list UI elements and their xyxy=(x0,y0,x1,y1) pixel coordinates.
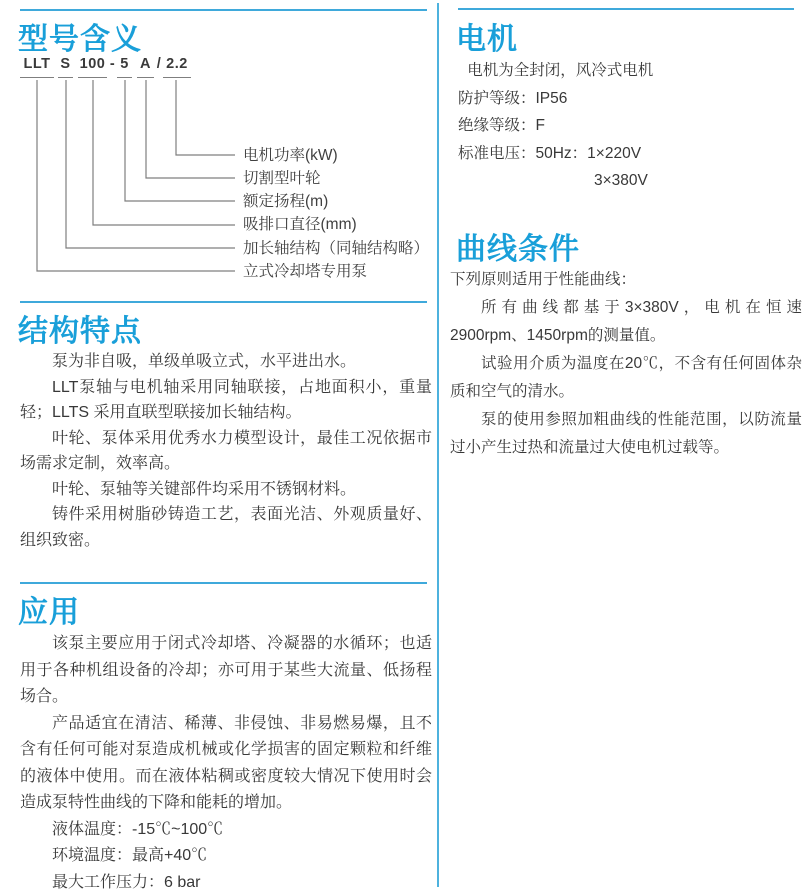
motor-intro-line: 电机为全封闭，风冷式电机 xyxy=(467,62,654,79)
model-code-segment-impeller: A xyxy=(137,54,154,78)
curve-paragraph: 泵的使用参照加粗曲线的性能范围，以防流量过小产生过热和流量过大使电机过载等。 xyxy=(450,411,802,456)
model-code-segment-head: 5 xyxy=(117,54,132,78)
structure-paragraph: 叶轮、泵轴等关键部件均采用不锈钢材料。 xyxy=(52,480,357,498)
curve-paragraph: 所有曲线都基于3×380V，电机在恒速2900rpm、1450rpm的测量值。 xyxy=(450,299,802,344)
structure-paragraph: 叶轮、泵体采用优秀水力模型设计，最佳工况依据市场需求定制，效率高。 xyxy=(20,429,432,472)
structure-section-title: 结构特点 xyxy=(18,315,142,348)
structure-section-body xyxy=(20,349,432,553)
application-spec-max-pressure: 最大工作压力：6 bar xyxy=(52,873,201,889)
motor-spec-standard-voltage: 标准电压：50Hz：1×220V xyxy=(458,144,642,162)
curve-section-body xyxy=(450,266,802,462)
top-rule-left xyxy=(20,9,427,11)
application-spec-ambient-temp: 环境温度：最高+40℃ xyxy=(52,847,208,864)
application-paragraph: 该泵主要应用于闭式冷却塔、冷凝器的水循环；也适用于各种机组设备的冷却；亦可用于某些大流量、低扬程场合。 xyxy=(20,635,432,705)
model-code-segment-shaft: S xyxy=(58,54,73,78)
curve-section-title: 曲线条件 xyxy=(456,233,580,266)
model-code-slash: / xyxy=(156,56,162,72)
model-code-segment-series: LLT xyxy=(20,54,54,78)
model-section-title: 型号含义 xyxy=(18,23,142,56)
curve-intro-line: 下列原则适用于性能曲线： xyxy=(450,271,637,288)
model-code-diagram xyxy=(20,54,432,292)
diagram-label-motor-power: 电机功率(kW) xyxy=(243,147,338,164)
structure-paragraph: 铸件采用树脂砂铸造工艺，表面光洁、外观质量好、组织致密。 xyxy=(20,506,432,549)
structure-paragraph: LLT泵轴与电机轴采用同轴联接，占地面积小，重量轻；LLTS 采用直联型联接加长轴结构。 xyxy=(20,378,432,421)
top-rule-right xyxy=(458,8,794,10)
model-code-segment-power: 2.2 xyxy=(163,54,191,78)
diagram-label-port-diameter: 吸排口直径(mm) xyxy=(243,216,357,233)
model-code-dash: - xyxy=(109,56,116,72)
column-divider xyxy=(437,3,439,887)
diagram-label-shaft-type: 加长轴结构（同轴结构略） xyxy=(243,240,430,257)
structure-section-rule xyxy=(20,301,427,303)
motor-section-body xyxy=(458,57,800,195)
application-paragraph: 产品适宜在清洁、稀薄、非侵蚀、非易燃易爆，且不含有任何可能对泵造成机械或化学损害的固定颗粒和纤维的液体中使用。而在液体粘稠或密度较大情况下使用时会造成泵特性曲线的下降和能耗的增加。 xyxy=(20,714,432,811)
model-code-segment-diameter: 100 xyxy=(78,54,107,78)
application-section-rule xyxy=(20,582,427,584)
structure-paragraph: 泵为非自吸，单级单吸立式，水平进出水。 xyxy=(52,353,357,370)
application-section-body xyxy=(20,631,432,889)
motor-spec-voltage-extra: 3×380V xyxy=(594,172,648,189)
motor-section-title: 电机 xyxy=(456,23,518,56)
motor-spec-insulation-class: 绝缘等级：F xyxy=(458,117,545,134)
diagram-label-cut-impeller: 切割型叶轮 xyxy=(243,170,321,187)
application-spec-liquid-temp: 液体温度：-15℃~100℃ xyxy=(52,820,224,838)
diagram-label-rated-head: 额定扬程(m) xyxy=(243,193,329,210)
curve-paragraph: 试验用介质为温度在20℃，不含有任何固体杂质和空气的清水。 xyxy=(450,355,802,400)
diagram-label-pump-type: 立式冷却塔专用泵 xyxy=(243,263,368,280)
motor-spec-protection-class: 防护等级：IP56 xyxy=(458,89,568,107)
application-section-title: 应用 xyxy=(18,596,80,629)
